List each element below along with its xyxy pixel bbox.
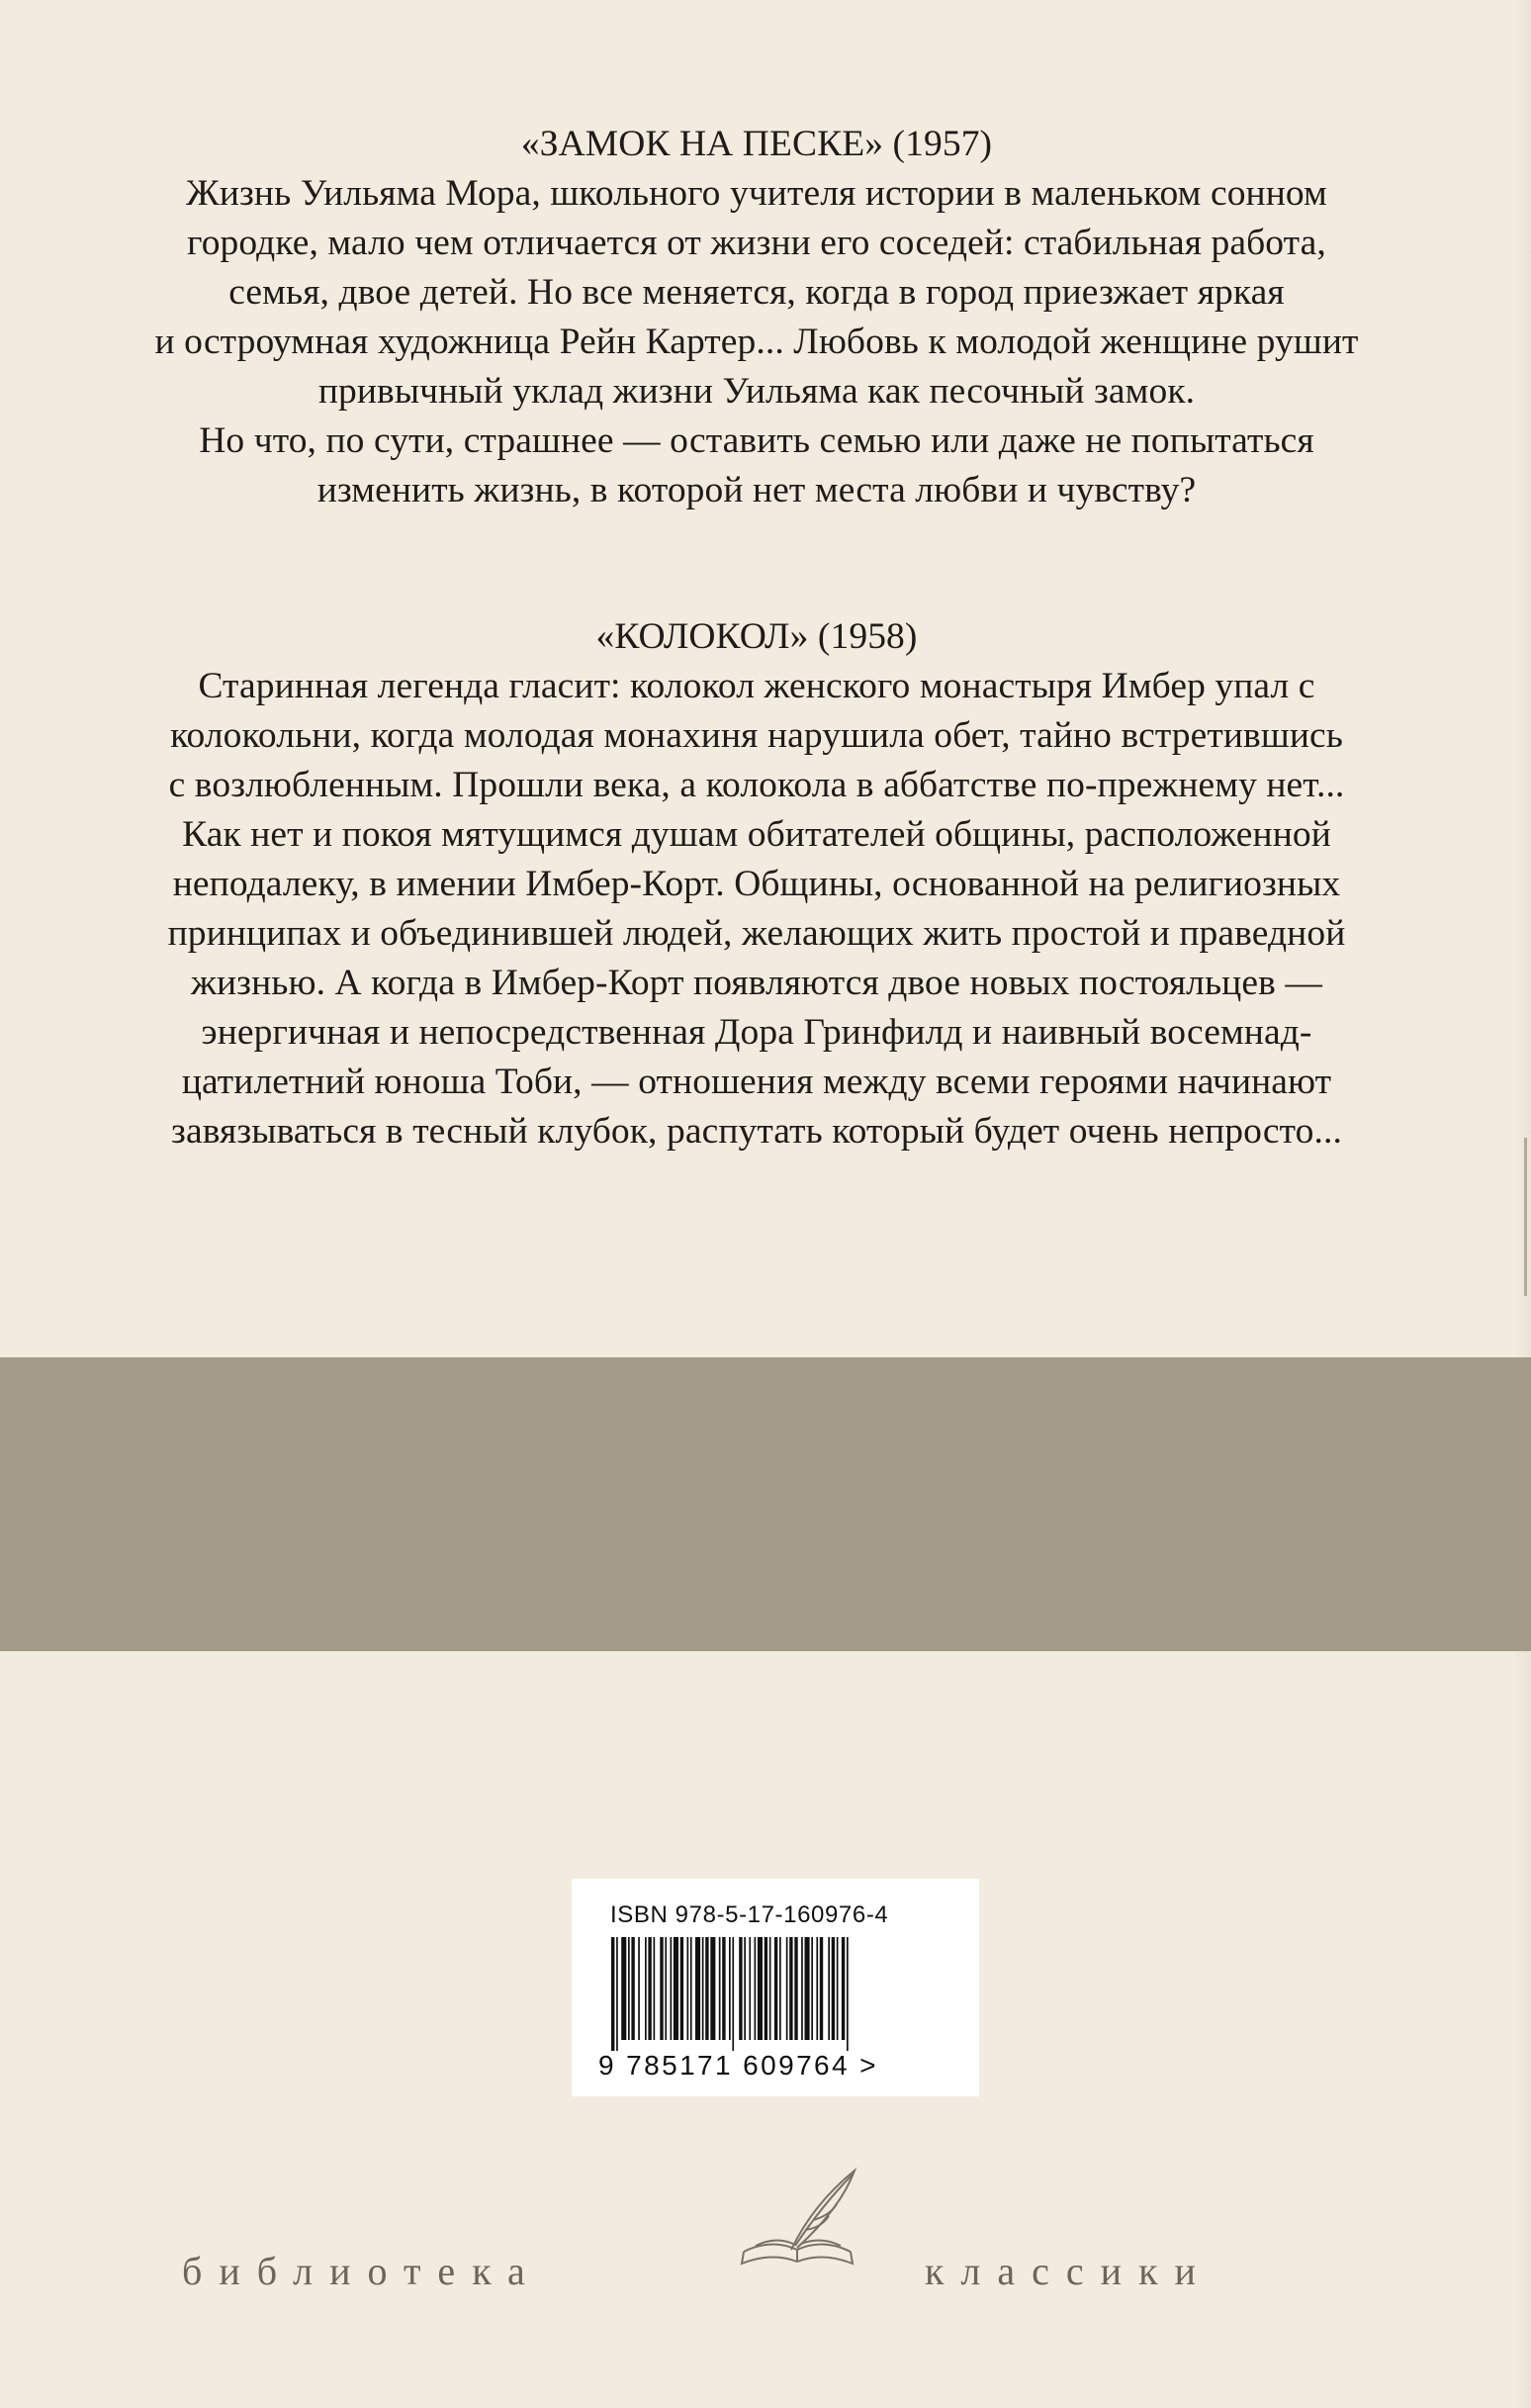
annotation-title: «КОЛОКОЛ» (1958) — [595, 616, 918, 657]
spine-mark — [1524, 1138, 1527, 1296]
annotation-line: привычный уклад жизни Уильяма как песочный замок. — [317, 371, 1196, 412]
annotation-line: жизнью. А когда в Имбер-Корт появляются двое новых постояльцев — — [191, 963, 1322, 1003]
annotation-title: «ЗАМОК НА ПЕСКЕ» (1957) — [520, 124, 993, 164]
annotation-line: Как нет и покоя мятущимся душам обитателей общины, расположенной — [182, 814, 1331, 855]
annotation-line: Но что, по сути, страшнее — оставить семью или даже не попытаться — [199, 420, 1314, 461]
cover-edge — [1513, 0, 1531, 2408]
annotation-line: и остроумная художница Рейн Картер... Любовь к молодой женщине рушит — [154, 322, 1359, 362]
series-name-left: библиотека — [182, 2249, 542, 2293]
decorative-band — [0, 1357, 1531, 1651]
isbn-label: ISBN 978-5-17-160976-4 — [610, 1901, 889, 1928]
annotation-line: с возлюбленным. Прошли века, а колокола в аббатстве по-прежнему нет... — [168, 765, 1345, 805]
annotation-line: принципах и объединившей людей, желающих жить простой и праведной — [167, 913, 1346, 954]
annotation-castle-on-sand — [40, 120, 1474, 515]
annotation-line: Жизнь Уильяма Мора, школьного учителя истории в маленьком сонном — [186, 173, 1327, 214]
annotation-line: изменить жизнь, в которой нет места любви и чувству? — [316, 470, 1197, 510]
quill-open-book-icon — [734, 2165, 862, 2273]
barcode-digits: 9 785171 609764 > — [598, 2050, 878, 2081]
annotation-line: городке, мало чем отличается от жизни его соседей: стабильная работа, — [187, 223, 1326, 263]
annotation-line: колокольни, когда молодая монахиня нарушила обет, тайно встретившись — [170, 715, 1343, 756]
annotation-line: цатилетний юноша Тоби, — отношения между всеми героями начинают — [181, 1062, 1332, 1102]
barcode-panel — [572, 1879, 979, 2096]
annotation-line: неподалеку, в имении Имбер-Корт. Общины, основанной на религиозных — [172, 864, 1341, 904]
series-name-right: классики — [925, 2249, 1213, 2293]
barcode-icon — [611, 1937, 908, 2051]
annotation-line: Старинная легенда гласит: колокол женского монастыря Имбер упал с — [198, 666, 1315, 706]
annotation-line: завязываться в тесный клубок, распутать который будет очень непросто... — [171, 1111, 1342, 1152]
annotation-the-bell — [40, 612, 1474, 1157]
annotation-line: семья, двое детей. Но все меняется, когда в город приезжает яркая — [228, 272, 1285, 313]
annotation-line: энергичная и непосредственная Дора Гринфилд и наивный восемнад- — [201, 1012, 1312, 1053]
